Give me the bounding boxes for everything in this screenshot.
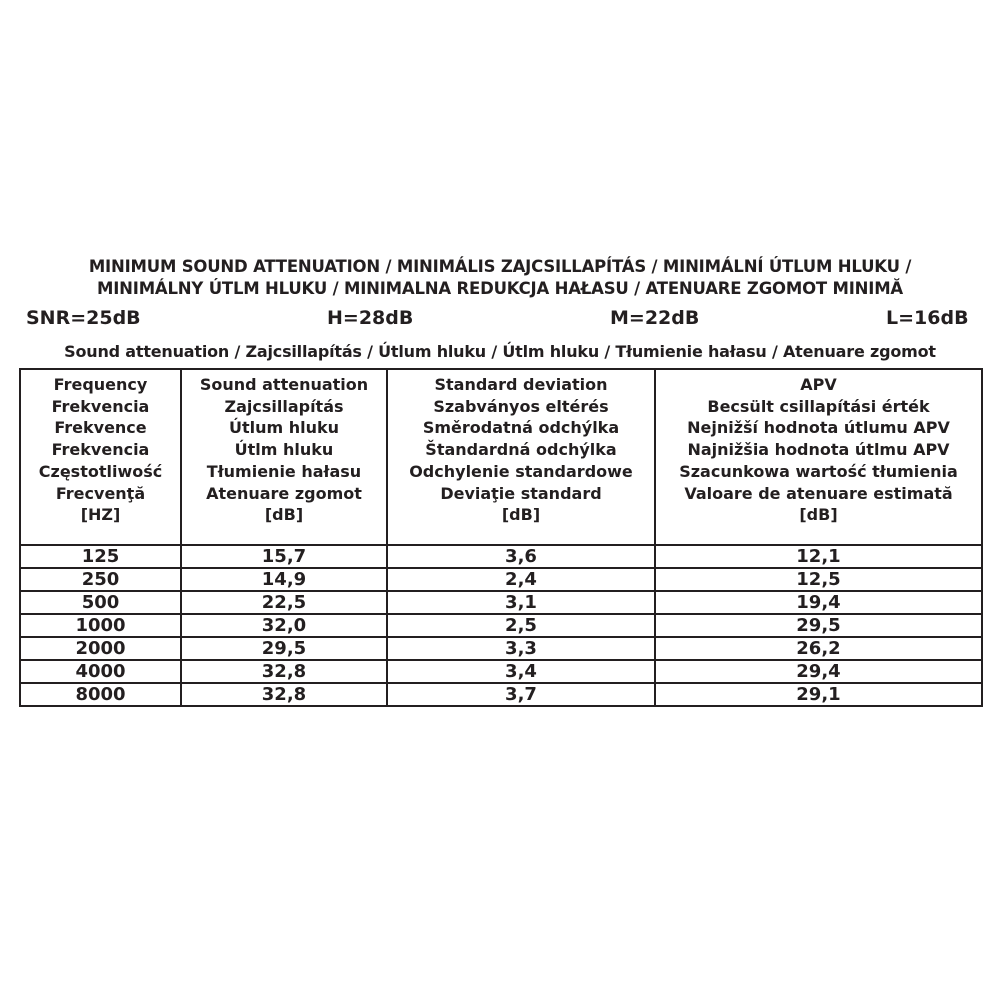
header-line: Směrodatná odchýlka — [422, 418, 620, 438]
header-line: Częstotliwość — [38, 461, 163, 481]
table-row — [20, 591, 982, 614]
table-row — [20, 637, 982, 660]
deviation-cell: 3,4 — [387, 660, 655, 683]
header-line: [dB] — [501, 505, 541, 525]
header-line: Frekvencia — [51, 396, 150, 416]
attenuation-cell: 32,8 — [181, 683, 387, 706]
frequency-cell: 8000 — [20, 683, 181, 706]
h-rating: H=28dB — [327, 307, 414, 329]
attenuation-cell: 32,0 — [181, 614, 387, 637]
header-line: Štandardná odchýlka — [425, 440, 617, 460]
frequency-cell: 4000 — [20, 660, 181, 683]
header-line: Nejnižší hodnota útlumu APV — [687, 418, 950, 438]
attenuation-cell: 32,8 — [181, 660, 387, 683]
header-line: Najnižšia hodnota útlmu APV — [687, 440, 950, 460]
apv-cell: 12,5 — [655, 568, 982, 591]
frequency-cell: 2000 — [20, 637, 181, 660]
header-line: [HZ] — [80, 505, 121, 525]
header-line: Frekvencia — [51, 440, 150, 460]
deviation-cell: 2,5 — [387, 614, 655, 637]
header-line: Frecvenţă — [55, 483, 146, 503]
header-line: Odchylenie standardowe — [409, 461, 633, 481]
apv-cell: 29,1 — [655, 683, 982, 706]
header-sound-attenuation — [181, 369, 387, 545]
header-line: [dB] — [264, 505, 304, 525]
title-line-2: MINIMÁLNY ÚTLM HLUKU / MINIMALNA REDUKCJA HAŁASU / ATENUARE ZGOMOT MINIMĂ — [96, 279, 904, 298]
table-row — [20, 545, 982, 568]
frequency-cell: 500 — [20, 591, 181, 614]
table-subtitle: Sound attenuation / Zajcsillapítás / Útlum hluku / Útlm hluku / Tłumienie hałasu / Atenuare zgomot — [64, 342, 936, 361]
frequency-cell: 1000 — [20, 614, 181, 637]
header-line: Valoare de atenuare estimată — [684, 483, 953, 503]
deviation-cell: 3,1 — [387, 591, 655, 614]
header-line: Frequency — [53, 375, 148, 394]
header-line: [dB] — [799, 505, 838, 525]
header-line: Becsült csillapítási érték — [707, 396, 930, 416]
header-line: Atenuare zgomot — [206, 483, 362, 503]
attenuation-table — [19, 368, 983, 707]
apv-cell: 19,4 — [655, 591, 982, 614]
apv-cell: 29,5 — [655, 614, 982, 637]
header-line: Zajcsillapítás — [224, 396, 344, 416]
frequency-cell: 250 — [20, 568, 181, 591]
attenuation-cell: 29,5 — [181, 637, 387, 660]
apv-cell: 26,2 — [655, 637, 982, 660]
table-row — [20, 614, 982, 637]
attenuation-cell: 15,7 — [181, 545, 387, 568]
header-apv — [655, 369, 982, 545]
table-row — [20, 683, 982, 706]
apv-cell: 29,4 — [655, 660, 982, 683]
l-rating: L=16dB — [886, 307, 969, 329]
snr-rating: SNR=25dB — [26, 307, 141, 329]
header-frequency — [20, 369, 181, 545]
header-line: Sound attenuation — [199, 375, 369, 394]
table-body — [20, 545, 982, 706]
header-line: Frekvence — [54, 418, 147, 438]
apv-cell: 12,1 — [655, 545, 982, 568]
deviation-cell: 2,4 — [387, 568, 655, 591]
table-header — [20, 369, 982, 545]
attenuation-cell: 22,5 — [181, 591, 387, 614]
table-row — [20, 660, 982, 683]
header-line: Tłumienie hałasu — [206, 461, 362, 481]
header-line: Szabványos eltérés — [433, 396, 609, 416]
header-row — [20, 369, 982, 545]
m-rating: M=22dB — [610, 307, 700, 329]
deviation-cell: 3,7 — [387, 683, 655, 706]
deviation-cell: 3,3 — [387, 637, 655, 660]
deviation-cell: 3,6 — [387, 545, 655, 568]
header-line: Útlm hluku — [234, 440, 334, 460]
header-line: Deviaţie standard — [440, 483, 602, 503]
header-standard-deviation — [387, 369, 655, 545]
header-line: Standard deviation — [434, 375, 608, 394]
frequency-cell: 125 — [20, 545, 181, 568]
table-row — [20, 568, 982, 591]
header-line: APV — [800, 375, 837, 394]
header-line: Szacunkowa wartość tłumienia — [679, 461, 958, 481]
header-line: Útlum hluku — [228, 418, 340, 438]
attenuation-cell: 14,9 — [181, 568, 387, 591]
title-line-1: MINIMUM SOUND ATTENUATION / MINIMÁLIS ZAJCSILLAPÍTÁS / MINIMÁLNÍ ÚTLUM HLUKU / — [88, 257, 912, 276]
